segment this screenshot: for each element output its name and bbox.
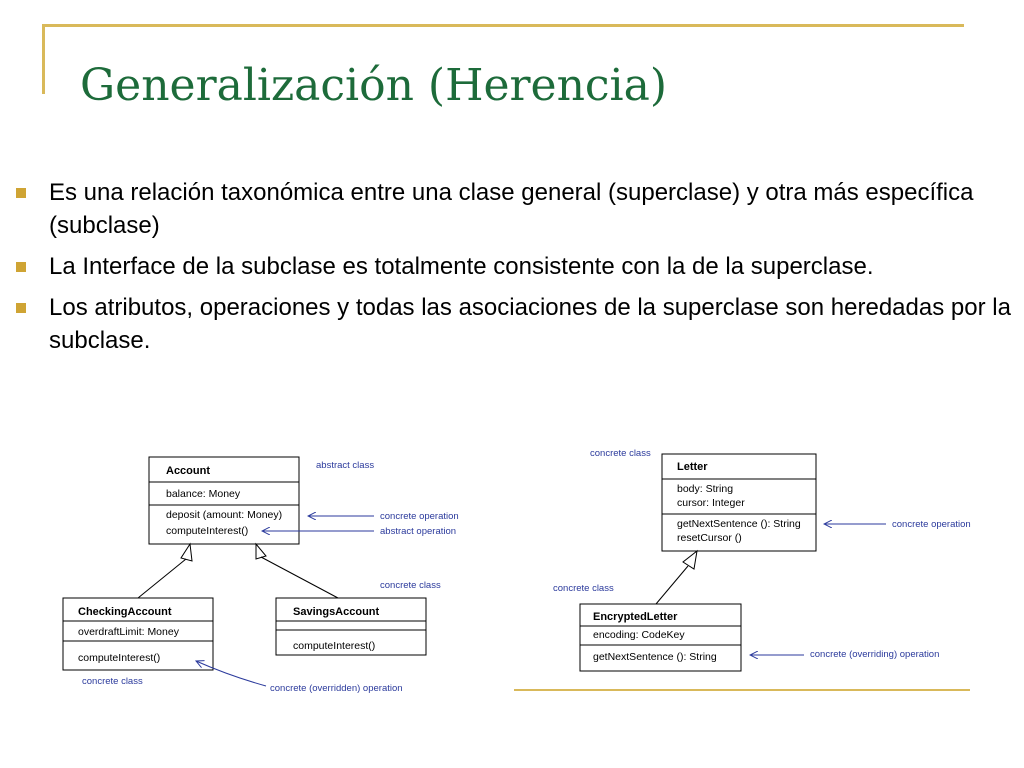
annotation-overriding-operation: concrete (overriding) operation [810, 649, 940, 660]
checking-account-class [63, 598, 213, 670]
annotation-concrete-class: concrete class [82, 676, 143, 687]
decorative-bottom-line [514, 689, 970, 691]
class-name: CheckingAccount [78, 606, 172, 618]
class-operation: deposit (amount: Money) [166, 509, 283, 521]
annotation-abstract-operation: abstract operation [380, 526, 457, 537]
annotation-concrete-class: concrete class [553, 583, 614, 594]
class-operation: resetCursor () [677, 532, 742, 544]
generalization-arrows [138, 544, 338, 598]
class-attribute: balance: Money [166, 488, 241, 500]
slide-title: Generalización (Herencia) [80, 60, 668, 111]
annotation-overridden-operation: concrete (overridden) operation [270, 683, 403, 694]
class-name: EncryptedLetter [593, 611, 678, 623]
encrypted-letter-class [580, 604, 741, 671]
class-attribute: encoding: CodeKey [593, 629, 685, 641]
class-operation: computeInterest() [78, 652, 161, 664]
class-attribute: overdraftLimit: Money [78, 626, 179, 638]
annotation-abstract-class: abstract class [316, 460, 375, 471]
bullet-text: Los atributos, operaciones y todas las asociaciones de la superclase son heredadas por la subclase. [49, 294, 1011, 354]
class-operation: computeInterest() [293, 640, 376, 652]
class-attribute: body: String [677, 483, 734, 495]
annotation-concrete-operation: concrete operation [892, 519, 971, 530]
class-name: SavingsAccount [293, 606, 380, 618]
class-operation: getNextSentence (): String [677, 518, 801, 530]
letter-class [662, 454, 816, 551]
class-name: Letter [677, 461, 708, 473]
annotation-concrete-class: concrete class [380, 580, 441, 591]
annotation-concrete-operation: concrete operation [380, 511, 459, 522]
bullet-text: La Interface de la subclase es totalmente consistente con la de la superclase. [49, 253, 874, 280]
class-operation: computeInterest() [166, 525, 249, 537]
annotation-concrete-class: concrete class [590, 448, 651, 459]
class-attribute: cursor: Integer [677, 497, 745, 509]
class-name: Account [166, 465, 210, 477]
bullet-text: Es una relación taxonómica entre una clase general (superclase) y otra más específica (subclase) [49, 179, 974, 239]
class-operation: getNextSentence (): String [593, 651, 717, 663]
generalization-arrow [656, 551, 697, 604]
savings-account-class [276, 598, 426, 655]
